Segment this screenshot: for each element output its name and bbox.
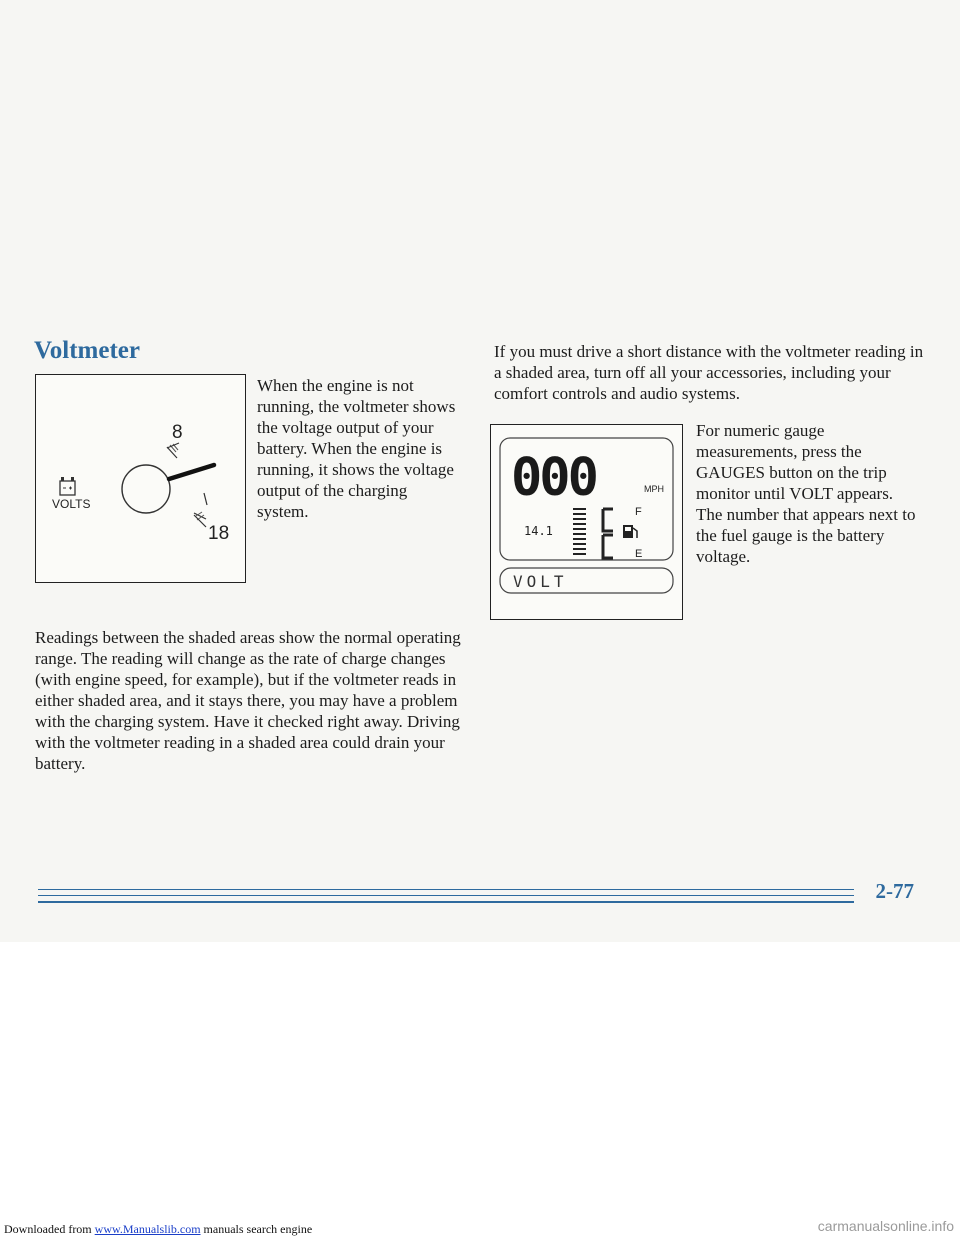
page-number: 2-77 bbox=[875, 879, 914, 903]
gauge-needle bbox=[169, 465, 214, 479]
speed-digits: 000 bbox=[511, 448, 596, 508]
footer-rule bbox=[38, 895, 854, 896]
low-mark-label: 8 bbox=[172, 422, 183, 443]
download-banner bbox=[4, 1222, 312, 1237]
speed-unit: MPH bbox=[644, 484, 664, 494]
trip-monitor-drawing bbox=[491, 425, 682, 619]
fuel-empty-label: E bbox=[635, 548, 643, 560]
battery-icon bbox=[60, 477, 75, 495]
high-mark-label: 18 bbox=[208, 523, 230, 544]
numeric-gauge-paragraph: For numeric gauge measurements, press the GAUGES button on the trip monitor until VOLT appears. The number that appears next to the fuel gauge is the battery voltage. bbox=[696, 421, 916, 566]
low-shaded-zone bbox=[167, 443, 179, 458]
trip-monitor-display-figure bbox=[490, 424, 683, 620]
voltmeter-gauge-figure bbox=[35, 374, 246, 583]
voltmeter-gauge-drawing bbox=[36, 375, 245, 582]
normal-range-paragraph: Readings between the shaded areas show the normal operating range. The reading will change as the rate of charge changes (with engine speed, for example), but if the voltmeter reads in either shaded area, and it stays there, you may have a problem with the charging system. Have it checked right away. Driving with the voltmeter reading in a shaded area could drain your battery. bbox=[35, 628, 461, 773]
banner-prefix: Downloaded from bbox=[4, 1222, 92, 1236]
footer-rule bbox=[38, 901, 854, 903]
volts-label: VOLTS bbox=[52, 497, 91, 511]
message-readout: VOLT bbox=[513, 572, 568, 591]
high-shaded-zone bbox=[194, 512, 206, 527]
fuel-full-label: F bbox=[635, 506, 642, 518]
fuel-pump-icon bbox=[623, 525, 637, 538]
gauge-caption-text: When the engine is not running, the voltmeter shows the voltage output of your battery. When the engine is running, it shows the voltage output of the charging system. bbox=[257, 376, 456, 521]
shaded-warning-paragraph: If you must drive a short distance with the voltmeter reading in a shaded area, turn off all your accessories, including your comfort controls and audio systems. bbox=[494, 342, 924, 403]
footer-rule bbox=[38, 889, 854, 890]
site-watermark: carmanualsonline.info bbox=[817, 1218, 954, 1234]
manualslib-link[interactable]: www.Manualslib.com bbox=[94, 1222, 201, 1236]
voltage-reading: 14.1 bbox=[524, 524, 553, 538]
fuel-scale-bracket bbox=[603, 509, 613, 558]
banner-suffix: manuals search engine bbox=[203, 1222, 313, 1236]
fuel-bar-graph bbox=[573, 508, 586, 555]
section-title: Voltmeter bbox=[34, 337, 140, 364]
